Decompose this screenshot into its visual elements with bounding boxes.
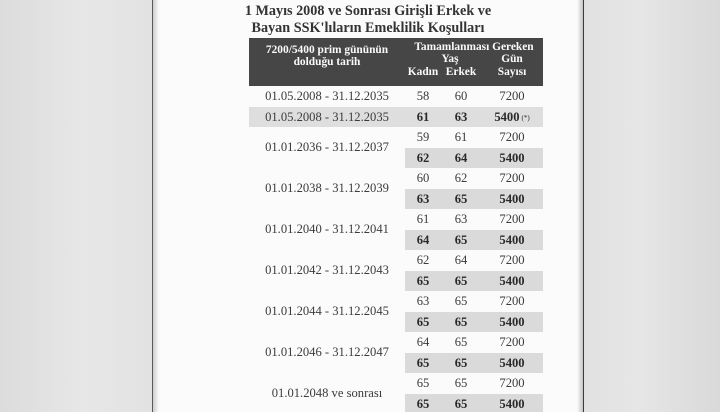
row-women-age: 61 [416,109,430,124]
row-women-age: 62 [416,253,430,267]
title-line-2: Bayan SSK'lıların Emeklilik Koşulları [251,20,485,36]
row-men-age: 63 [454,212,468,226]
table-header [249,38,543,86]
table-row [249,291,543,312]
row-days: 5400 [499,273,525,288]
footnote-marker: (*) [521,113,530,122]
row-men-age: 60 [454,89,468,103]
row-group [249,209,543,250]
row-women-age: 59 [416,130,430,144]
group-date: 01.01.2044 - 31.12.2045 [265,304,389,318]
row-men-age: 61 [454,130,468,144]
row-days: 5400 [499,191,525,206]
header-date-line-1: 7200/5400 prim gününün [265,44,389,56]
row-date: 01.05.2008 - 31.12.2035 [265,109,389,124]
row-days: 7200 [499,212,525,226]
group-date: 01.01.2036 - 31.12.2037 [265,140,389,154]
table-row [249,353,543,374]
row-men-age: 64 [454,253,468,267]
table-row [249,127,543,148]
row-days: 7200 [499,130,525,144]
header-women: Kadın [407,66,439,78]
table-row [249,86,543,107]
header-men: Erkek [445,66,477,78]
right-margin [584,0,720,412]
row-women-age: 65 [416,355,430,370]
row-group [249,332,543,373]
table-row [249,373,543,394]
table-row [249,332,543,353]
row-women-age: 61 [416,212,430,226]
row-men-age: 65 [454,191,468,206]
row-days: 5400 [499,355,525,370]
header-days [481,53,543,79]
row-group [249,168,543,209]
table-row [249,107,543,128]
row-days: 5400 [499,314,525,329]
row-men-age: 63 [454,109,468,124]
header-days-line-2: Sayısı [497,66,527,78]
page-edge-shadow-right [577,0,583,412]
row-women-age: 64 [416,335,430,349]
row-women-age: 63 [416,191,430,206]
row-date: 01.05.2008 - 31.12.2035 [265,89,389,103]
row-days: 7200 [499,253,525,267]
row-women-age: 65 [416,376,430,390]
row-days: 7200 [499,294,525,308]
group-date: 01.01.2046 - 31.12.2047 [265,345,389,359]
row-days: 5400 [499,396,525,411]
group-date: 01.01.2042 - 31.12.2043 [265,263,389,277]
header-days-line-1: Gün [501,53,523,65]
table-row [249,250,543,271]
table-row [249,168,543,189]
row-group [249,127,543,168]
row-men-age: 65 [454,273,468,288]
table-row [249,189,543,210]
row-women-age: 65 [416,314,430,329]
row-women-age: 62 [416,150,430,165]
row-men-age: 65 [454,335,468,349]
row-days: 7200 [499,335,525,349]
row-women-age: 58 [416,89,430,103]
header-date-column [249,44,405,68]
table-row [249,271,543,292]
table-row [249,209,543,230]
group-date: 01.01.2038 - 31.12.2039 [265,181,389,195]
row-men-age: 65 [454,376,468,390]
row-women-age: 65 [416,273,430,288]
row-group [249,250,543,291]
group-date: 01.01.2040 - 31.12.2041 [265,222,389,236]
title-line-1: 1 Mayıs 2008 ve Sonrası Girişli Erkek ve [244,3,492,19]
row-days: 7200 [499,171,525,185]
table-row [249,312,543,333]
row-men-age: 64 [454,150,468,165]
document-page [152,0,584,412]
row-men-age: 65 [454,314,468,329]
row-women-age: 64 [416,232,430,247]
group-date: 01.01.2048 ve sonrası [271,386,383,400]
row-days [481,107,543,129]
row-men-age: 62 [454,171,468,185]
row-men-age: 65 [454,396,468,411]
row-days: 7200 [499,89,525,103]
row-days: 7200 [499,376,525,390]
retirement-table [249,86,543,412]
row-group [249,291,543,332]
row-group [249,373,543,412]
row-men-age: 65 [454,294,468,308]
row-days: 5400 [499,150,525,165]
page-title [153,3,583,37]
left-margin [0,0,152,412]
row-women-age: 63 [416,294,430,308]
row-days: 5400 [499,232,525,247]
row-women-age: 60 [416,171,430,185]
row-women-age: 65 [416,396,430,411]
header-required: Tamamlanması Gereken [414,41,534,53]
table-row [249,148,543,169]
page-edge-shadow-left [153,0,159,412]
header-age: Yaş [441,53,459,65]
table-row [249,394,543,412]
row-men-age: 65 [454,232,468,247]
row-men-age: 65 [454,355,468,370]
header-date-line-2: dolduğu tarih [293,56,361,68]
table-row [249,230,543,251]
row-days-value: 5400 [494,109,520,124]
